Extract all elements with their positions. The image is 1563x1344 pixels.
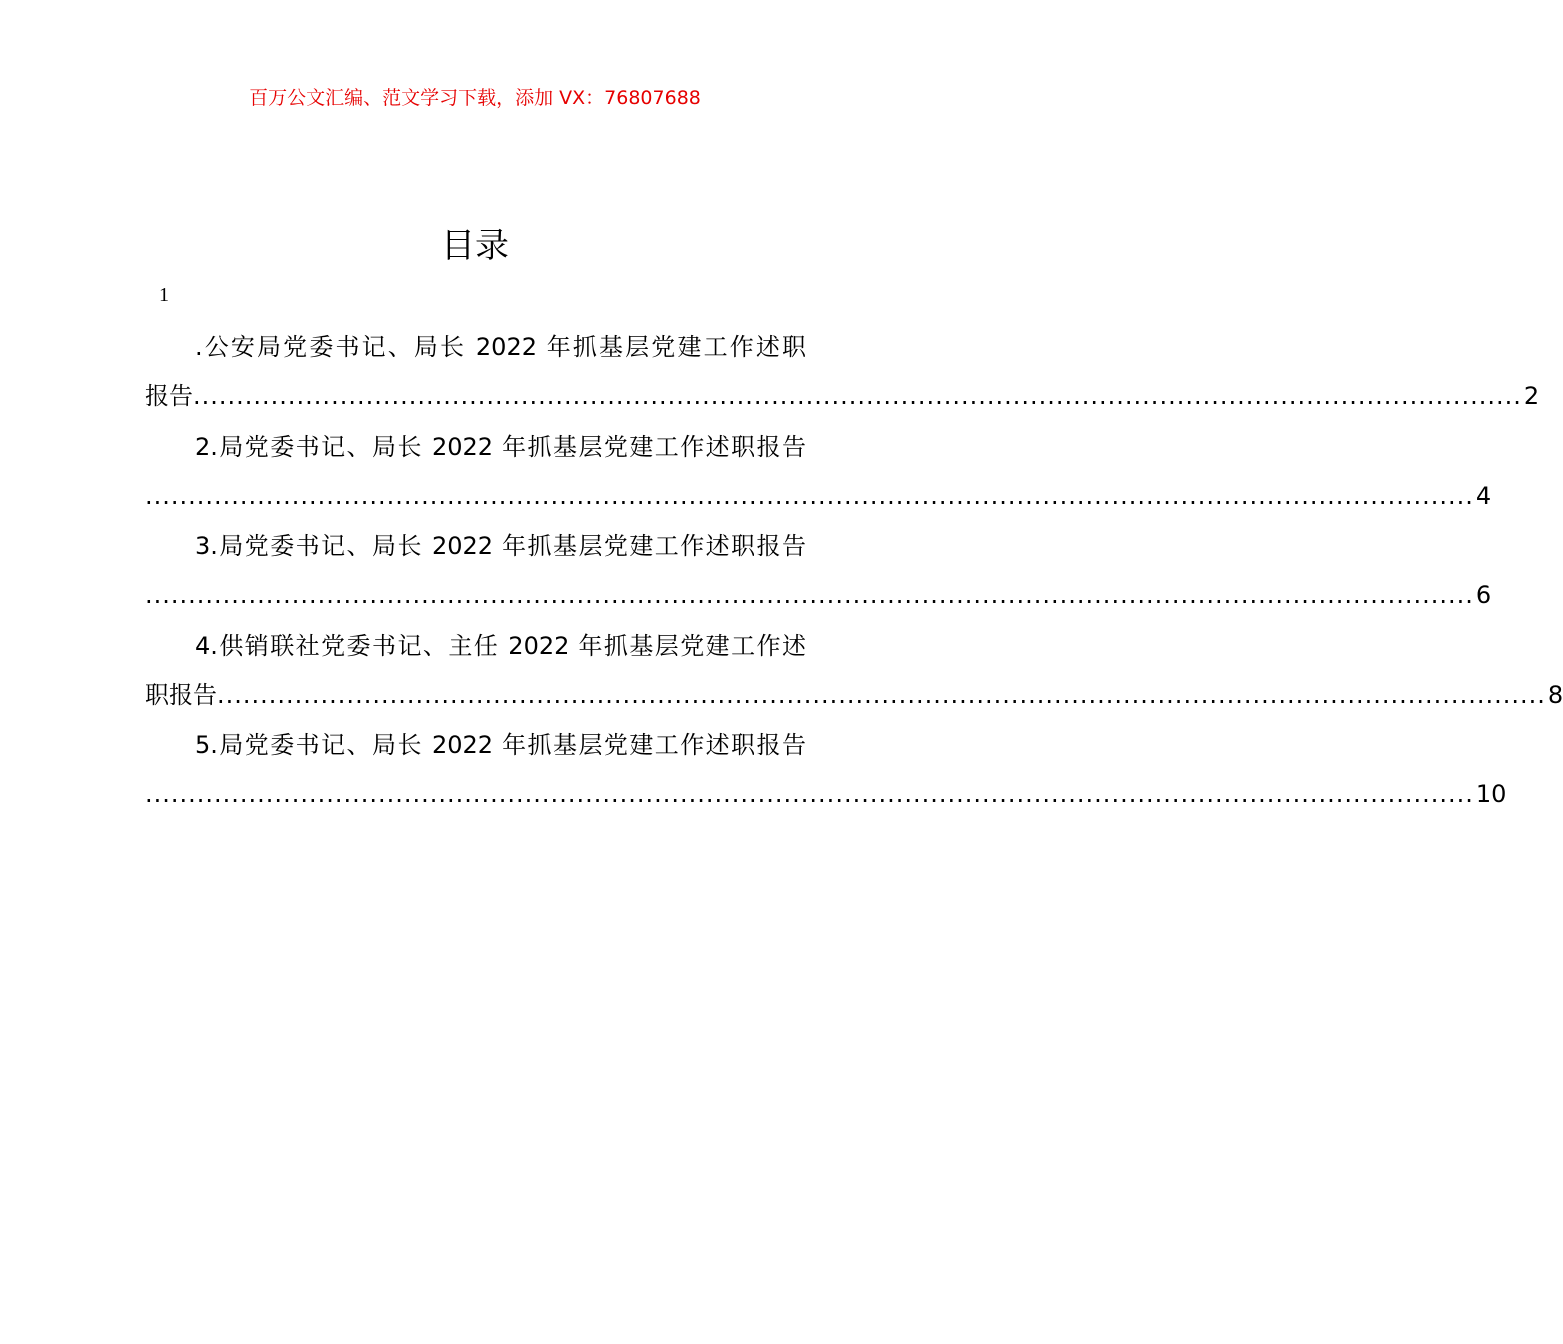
toc-entry-leader-line [145, 471, 1492, 521]
toc-entry-title: .公安局党委书记、局长 2022 年抓基层党建工作述职 [195, 333, 806, 361]
dot-leader: .......................................................................................................................................................... [145, 581, 1474, 609]
dot-leader: .......................................................................................................................................................... [193, 382, 1522, 410]
toc-entry-title: 2.局党委书记、局长 2022 年抓基层党建工作述职报告 [195, 432, 806, 461]
toc-entry-2[interactable] [145, 422, 1492, 522]
toc-entry-title: 3.局党委书记、局长 2022 年抓基层党建工作述职报告 [195, 532, 806, 560]
toc-entry-title-continuation: 报告 [145, 382, 193, 410]
toc-entry-3[interactable] [145, 521, 1492, 621]
toc-entry-1[interactable] [145, 322, 1540, 422]
toc-entry-title: 5.局党委书记、局长 2022 年抓基层党建工作述职报告 [195, 731, 806, 759]
table-of-contents [145, 322, 1563, 820]
page-title: 目录 [441, 226, 509, 266]
stray-number: 1 [159, 284, 169, 306]
dot-leader: .......................................................................................................................................................... [217, 680, 1546, 709]
toc-page-number: 2 [1523, 382, 1540, 410]
toc-page-number: 4 [1475, 481, 1492, 510]
header-watermark-note: 百万公文汇编、范文学习下载，添加 VX：76807688 [249, 87, 701, 109]
toc-entry-leader-line [145, 570, 1492, 620]
toc-page-number: 10 [1475, 780, 1507, 808]
toc-entry-leader-line [145, 670, 1563, 720]
toc-entry-5[interactable] [145, 720, 1507, 820]
toc-entry-leader-line [145, 769, 1507, 819]
toc-page-number: 6 [1475, 581, 1492, 609]
toc-entry-title: 4.供销联社党委书记、主任 2022 年抓基层党建工作述 [195, 631, 806, 660]
toc-entry-leader-line [145, 371, 1540, 421]
toc-page-number: 8 [1547, 680, 1563, 709]
toc-entry-title-continuation: 职报告 [145, 680, 217, 709]
dot-leader: .......................................................................................................................................................... [145, 780, 1474, 808]
toc-entry-4[interactable] [145, 621, 1563, 721]
dot-leader: .......................................................................................................................................................... [145, 481, 1474, 510]
